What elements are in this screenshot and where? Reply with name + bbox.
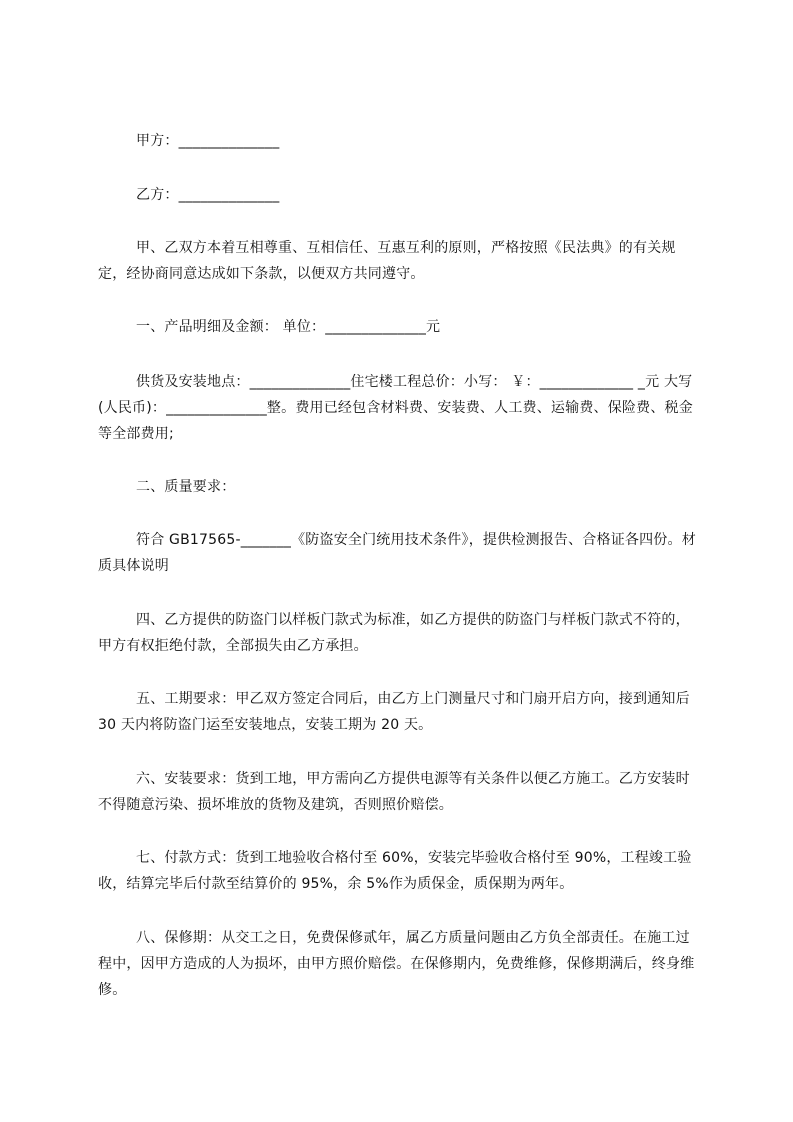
- section-8-paragraph: 八、保修期：从交工之日，免费保修贰年，属乙方质量问题由乙方负全部责任。在施工过程中，因甲方造成的人为损坏，由甲方照价赔偿。在保修期内，免费维修，保修期满后，终身维修。: [98, 930, 695, 998]
- party-b-line: 乙方：______________: [136, 187, 280, 203]
- section-4-paragraph: 四、乙方提供的防盗门以样板门款式为标准，如乙方提供的防盗门与样板门款式不符的，甲方有权拒绝付款，全部损失由乙方承担。: [98, 612, 690, 654]
- section-1-title: 一、产品明细及金额： 单位：______________元: [136, 319, 441, 335]
- section-2-title: 二、质量要求：: [136, 479, 236, 495]
- intro-paragraph: 甲、乙双方本着互相尊重、互相信任、互惠互利的原则，严格按照《民法典》的有关规定，经协商同意达成如下条款，以便双方共同遵守。: [98, 240, 676, 282]
- section-6-paragraph: 六、安装要求：货到工地，甲方需向乙方提供电源等有关条件以便乙方施工。乙方安装时不得随意污染、损坏堆放的货物及建筑，否则照价赔偿。: [98, 771, 690, 813]
- section-5-paragraph: 五、工期要求：甲乙双方签定合同后，由乙方上门测量尺寸和门扇开启方向，接到通知后 30 天内将防盗门运至安装地点，安装工期为 20 天。: [98, 691, 690, 733]
- party-a-line: 甲方：______________: [136, 133, 280, 149]
- section-1-body: 供货及安装地点：______________住宅楼工程总价：小写： ￥：_____________ _元 大写(人民币)：______________整。费用已经包含材料费、安装费、人工费、运输费、保险费、税金等全部费用;: [98, 374, 693, 442]
- section-7-paragraph: 七、付款方式：货到工地验收合格付至 60%，安装完毕验收合格付至 90%，工程竣工验收，结算完毕后付款至结算价的 95%，余 5%作为质保金，质保期为两年。: [98, 850, 692, 892]
- section-2-body: 符合 GB17565-_______《防盗安全门统用技术条件》，提供检测报告、合格证各四份。材质具体说明: [98, 532, 696, 574]
